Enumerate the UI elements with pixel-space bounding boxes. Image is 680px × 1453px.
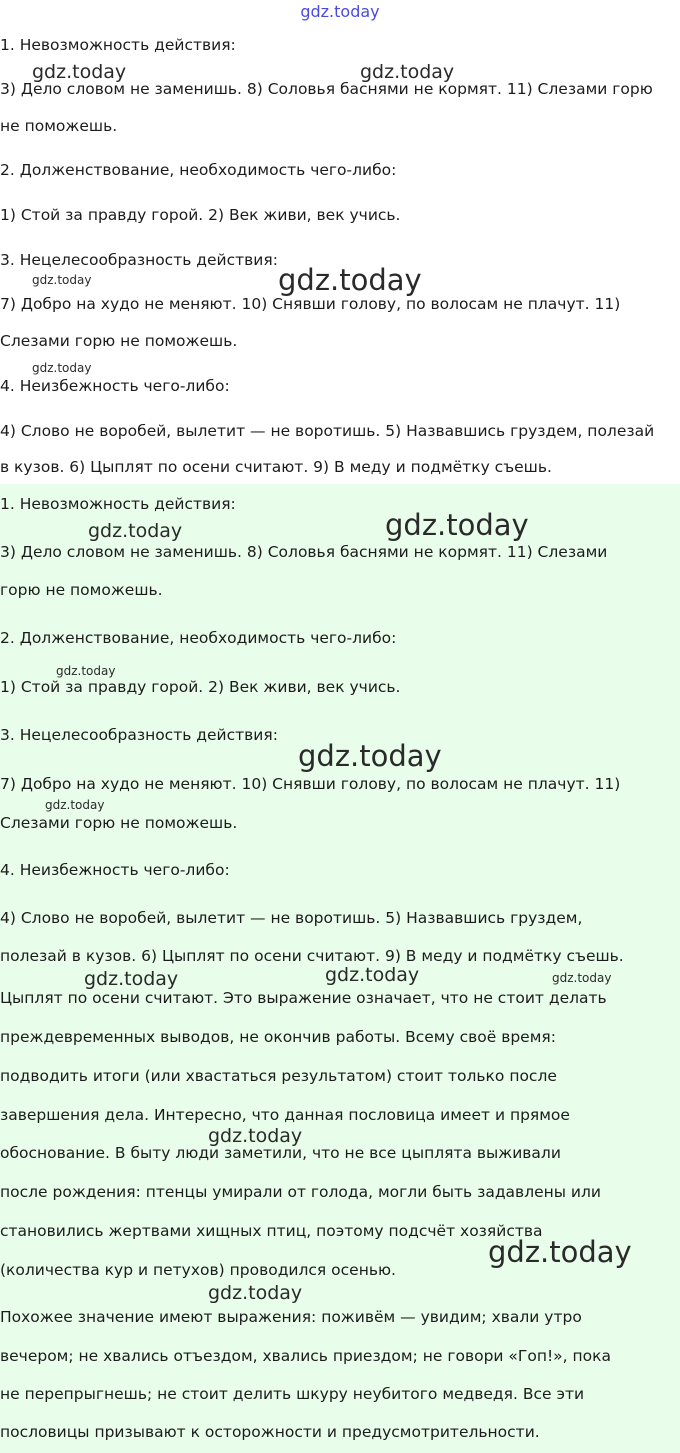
watermark: gdz.today (32, 361, 92, 375)
heading-futility: 3. Нецелесообразность действия: (0, 726, 278, 744)
paragraph-line: подводить итоги (или хвастаться результатом) стоит только после (0, 1067, 557, 1085)
heading-obligation: 2. Долженствование, необходимость чего-либо: (0, 161, 397, 179)
text-line: Слезами горю не поможешь. (0, 332, 238, 350)
text-line: 7) Добро на худо не меняют. 10) Снявши голову, по волосам не плачут. 11) (0, 295, 621, 313)
paragraph-line: Цыплят по осени считают. Это выражение означает, что не стоит делать (0, 989, 607, 1007)
watermark: gdz.today (208, 1125, 303, 1147)
heading-inevitability: 4. Неизбежность чего-либо: (0, 377, 230, 395)
watermark: gdz.today (84, 968, 179, 990)
text-line: 3) Дело словом не заменишь. 8) Соловья баснями не кормят. 11) Слезами горю (0, 80, 653, 98)
watermark: gdz.today (325, 964, 420, 986)
text-line: 4) Слово не воробей, вылетит — не воротишь. 5) Назвавшись груздем, (0, 909, 583, 927)
watermark: gdz.today (45, 798, 105, 812)
watermark: gdz.today (488, 1235, 632, 1269)
text-line: 4) Слово не воробей, вылетит — не воротишь. 5) Назвавшись груздем, полезай (0, 422, 655, 440)
watermark: gdz.today (278, 263, 422, 297)
paragraph-line: пословицы призывают к осторожности и предусмотрительности. (0, 1423, 540, 1441)
site-logo[interactable]: gdz.today (300, 2, 380, 21)
text-line: горю не поможешь. (0, 581, 163, 599)
watermark: gdz.today (360, 61, 455, 83)
paragraph-line: не перепрыгнешь; не стоит делить шкуру неубитого медведя. Все эти (0, 1385, 585, 1403)
watermark: gdz.today (56, 664, 116, 678)
watermark: gdz.today (32, 61, 127, 83)
text-line: 1) Стой за правду горой. 2) Век живи, век учись. (0, 678, 401, 696)
heading-futility: 3. Нецелесообразность действия: (0, 251, 278, 269)
paragraph-line: обоснование. В быту люди заметили, что не все цыплята выживали (0, 1144, 561, 1162)
paragraph-line: завершения дела. Интересно, что данная пословица имеет и прямое (0, 1106, 570, 1124)
text-line: 3) Дело словом не заменишь. 8) Соловья баснями не кормят. 11) Слезами (0, 543, 608, 561)
paragraph-line: становились жертвами хищных птиц, поэтому подсчёт хозяйства (0, 1222, 543, 1240)
text-line: Слезами горю не поможешь. (0, 814, 238, 832)
heading-impossibility: 1. Невозможность действия: (0, 495, 236, 513)
watermark: gdz.today (385, 508, 529, 542)
watermark: gdz.today (208, 1282, 303, 1304)
heading-inevitability: 4. Неизбежность чего-либо: (0, 861, 230, 879)
text-line: полезай в кузов. 6) Цыплят по осени считают. 9) В меду и подмётку съешь. (0, 947, 624, 965)
text-line: в кузов. 6) Цыплят по осени считают. 9) В меду и подмётку съешь. (0, 458, 552, 476)
paragraph-line: (количества кур и петухов) проводился осенью. (0, 1261, 396, 1279)
heading-obligation: 2. Долженствование, необходимость чего-либо: (0, 629, 397, 647)
watermark: gdz.today (552, 971, 612, 985)
heading-impossibility: 1. Невозможность действия: (0, 36, 236, 54)
watermark: gdz.today (32, 273, 92, 287)
watermark: gdz.today (298, 739, 442, 773)
paragraph-line: вечером; не хвались отъездом, хвались приездом; не говори «Гоп!», пока (0, 1347, 611, 1365)
watermark: gdz.today (88, 520, 183, 542)
text-line: 7) Добро на худо не меняют. 10) Снявши голову, по волосам не плачут. 11) (0, 775, 621, 793)
paragraph-line: Похожее значение имеют выражения: поживём — увидим; хвали утро (0, 1308, 582, 1326)
paragraph-line: после рождения: птенцы умирали от голода, могли быть задавлены или (0, 1183, 601, 1201)
paragraph-line: преждевременных выводов, не окончив работы. Всему своё время: (0, 1028, 556, 1046)
text-line: 1) Стой за правду горой. 2) Век живи, век учись. (0, 206, 401, 224)
text-line: не поможешь. (0, 117, 118, 135)
